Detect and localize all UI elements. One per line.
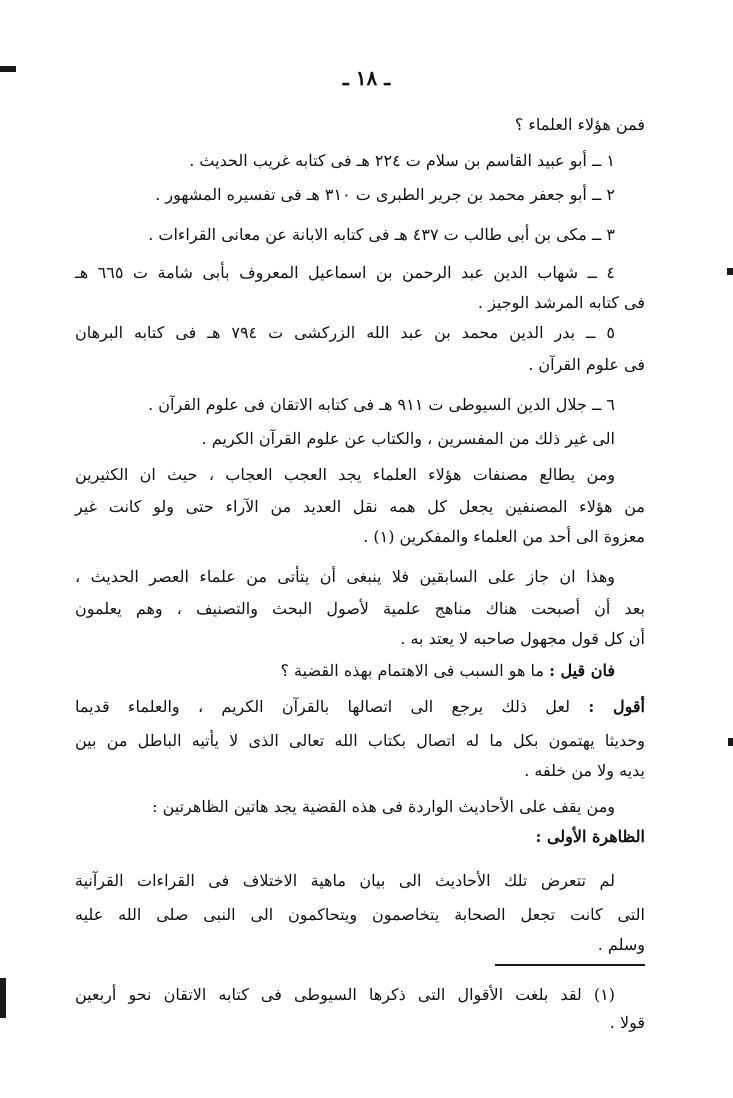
page-number: ـ ١٨ ـ bbox=[342, 66, 391, 90]
list-item-continuation: فى علوم القرآن . bbox=[528, 355, 645, 374]
question-lead: فان قيل : bbox=[549, 661, 615, 680]
list-item: ٥ ــ بدر الدين محمد بن عبد الله الزركشى ت ٧٩٤ هـ فى كتابه البرهان bbox=[75, 323, 615, 342]
answer-text: لعل ذلك يرجع الى اتصالها بالقرآن الكريم ، والعلماء قديما bbox=[75, 697, 589, 716]
footnote-line: قولا . bbox=[609, 1013, 645, 1032]
answer-lead: أقول : bbox=[588, 697, 645, 716]
scan-edge-mark bbox=[0, 978, 6, 1018]
list-item: ٤ ــ شهاب الدين عبد الرحمن بن اسماعيل المعروف بأبى شامة ت ٦٦٥ هـ bbox=[75, 263, 615, 282]
paragraph-line: ومن يقف على الأحاديث الواردة فى هذه القضية يجد هاتين الظاهرتين : bbox=[152, 797, 615, 816]
list-item: ٣ ــ مكى بن أبى طالب ت ٤٣٧ هـ فى كتابه الابانة عن معانى القراءات . bbox=[148, 225, 615, 244]
paragraph-line: وسلم . bbox=[597, 935, 645, 954]
question-paragraph bbox=[75, 660, 645, 682]
paragraph-line: من هؤلاء المصنفين يجعل كل همه نقل العديد من الآراء حتى ولو كانت غير bbox=[75, 497, 645, 516]
paragraph-line: وحديثا يهتمون بكل ما له اتصال بكتاب الله تعالى الذى لا يأتيه الباطل من بين bbox=[75, 731, 645, 750]
answer-paragraph bbox=[75, 696, 645, 718]
list-item: ١ ــ أبو عبيد القاسم بن سلام ت ٢٢٤ هـ فى كتابه غريب الحديث . bbox=[189, 151, 615, 170]
paragraph-line: أن كل قول مجهول صاحبه لا يعتد به . bbox=[400, 629, 645, 648]
scan-edge-mark bbox=[728, 738, 733, 746]
scan-edge-mark bbox=[727, 268, 733, 275]
paragraph-line: يديه ولا من خلفه . bbox=[524, 761, 645, 780]
footnote-divider bbox=[495, 964, 645, 966]
list-item: ٢ ــ أبو جعفر محمد بن جرير الطبرى ت ٣١٠ هـ فى تفسيره المشهور . bbox=[155, 185, 615, 204]
section-heading: الظاهرة الأولى : bbox=[535, 827, 645, 846]
list-item: ٦ ــ جلال الدين السيوطى ت ٩١١ هـ فى كتابه الاتقان فى علوم القرآن . bbox=[148, 395, 615, 414]
paragraph-line: لم تتعرض تلك الأحاديث الى بيان ماهية الاختلاف فى القراءات القرآنية bbox=[75, 871, 615, 890]
paragraph-line: ومن يطالع مصنفات هؤلاء العلماء يجد العجب العجاب ، حيث ان الكثيرين bbox=[75, 465, 615, 484]
paragraph-line: التى كانت تجعل الصحابة يتخاصمون ويتحاكمون الى النبى صلى الله عليه bbox=[75, 905, 645, 924]
question-line: فمن هؤلاء العلماء ؟ bbox=[514, 115, 645, 134]
list-item-continuation: فى كتابه المرشد الوجيز . bbox=[477, 293, 645, 312]
paragraph-line: بعد أن أصبحت هناك مناهج علمية لأصول البحث والتصنيف ، وهم يعلمون bbox=[75, 599, 645, 618]
paragraph-line: معزوة الى أحد من العلماء والمفكرين (١) . bbox=[363, 527, 645, 546]
footnote-line: (١) لقد بلغت الأقوال التى ذكرها السيوطى فى كتابه الاتقان نحو أربعين bbox=[75, 985, 615, 1004]
paragraph-line: وهذا ان جاز على السابقين فلا ينبغى أن يتأتى من علماء العصر الحديث ، bbox=[75, 567, 616, 586]
question-text: ما هو السبب فى الاهتمام بهذه القضية ؟ bbox=[280, 661, 550, 680]
paragraph-line: الى غير ذلك من المفسرين ، والكتاب عن علوم القرآن الكريم . bbox=[201, 429, 615, 448]
